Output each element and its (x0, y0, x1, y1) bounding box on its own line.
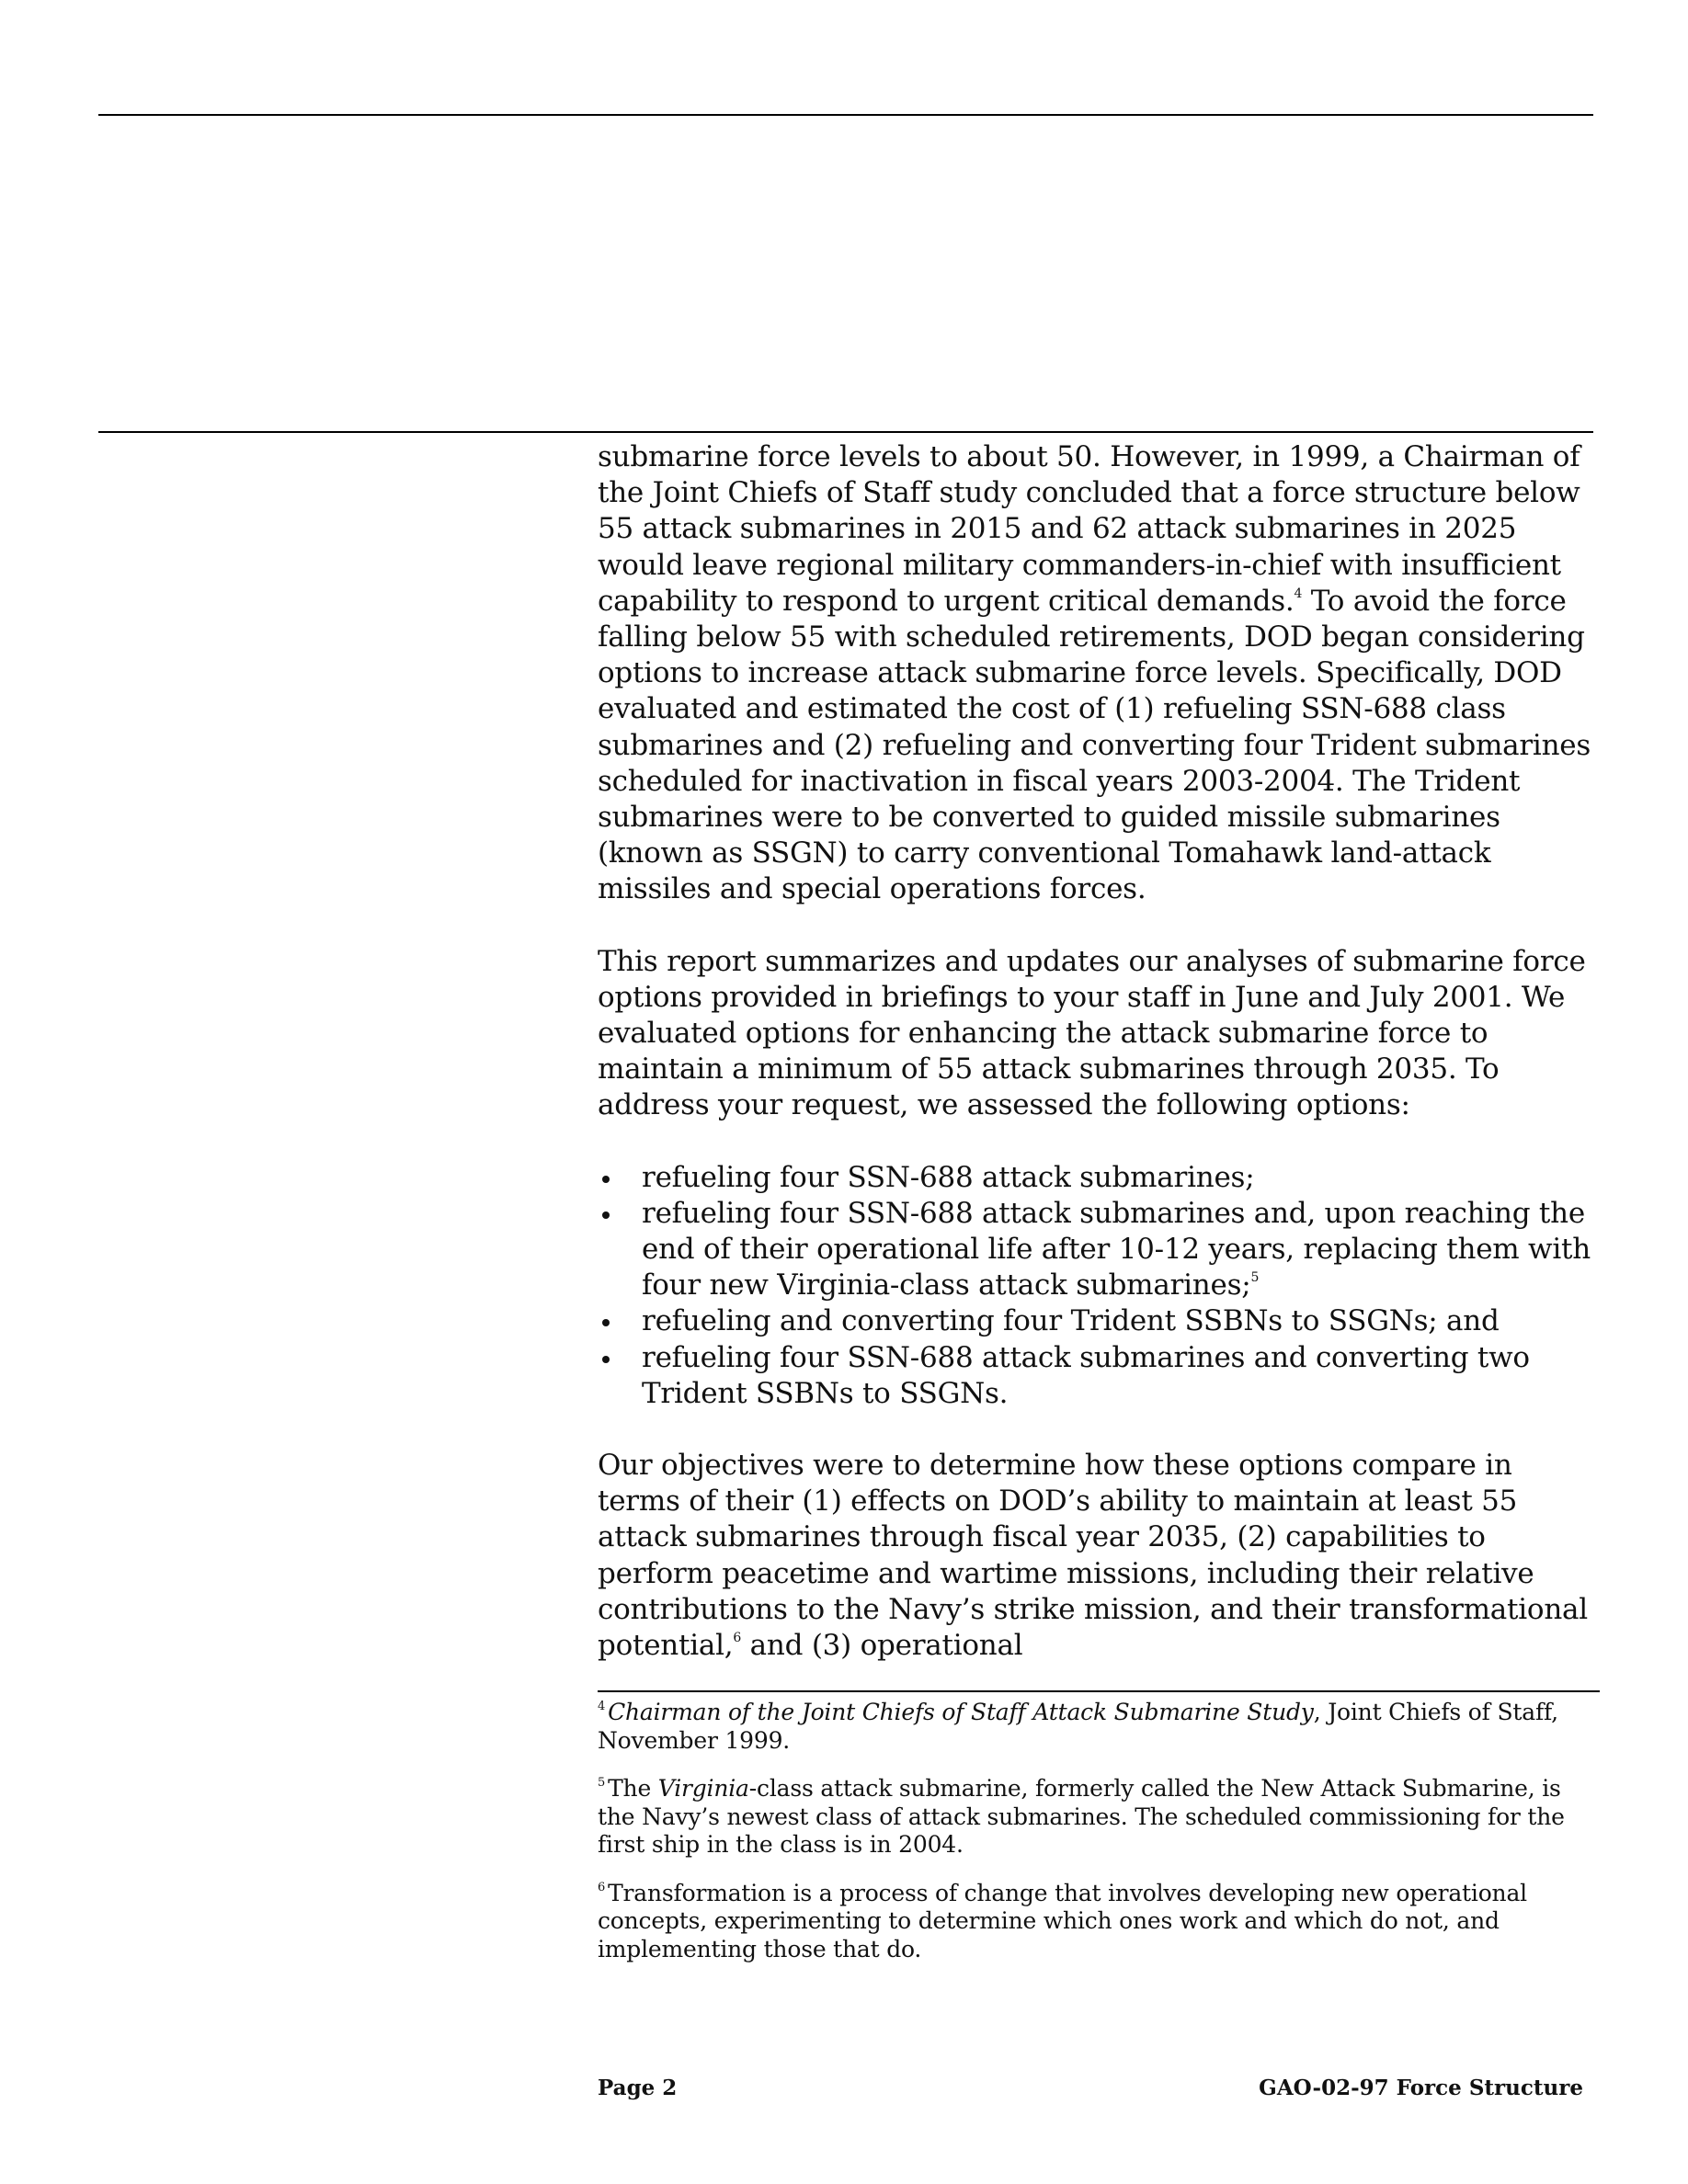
list-item: refueling four SSN-688 attack submarines and, upon reaching the end of their operational life after 10-12 years, replacing them with four new Virginia-class attack submarines;$^5$ (598, 1196, 1600, 1304)
footnotes (598, 1699, 1600, 1984)
list-item: refueling four SSN-688 attack submarines and converting two Trident SSBNs to SSGNs. (598, 1340, 1600, 1412)
footnote-ref-6[interactable]: 6 (733, 1631, 742, 1646)
footnote-6: $^6$ Transformation is a process of change that involves developing new operational concepts, experimenting to determine which ones work and which do not, and implementing those that do. (598, 1879, 1527, 1962)
page-number: Page 2 (598, 2076, 678, 2100)
header-rule-bottom (98, 431, 1593, 433)
footnote-4: $^4$ Chairman of the Joint Chiefs of Staff Attack Submarine Study, Joint Chiefs of Staff, November 1999. (598, 1699, 1558, 1754)
report-id: GAO-02-97 Force Structure (1259, 2076, 1583, 2100)
body-text (598, 439, 1600, 1664)
list-item: refueling four SSN-688 attack submarines; (598, 1160, 1600, 1196)
options-list (598, 1160, 1600, 1412)
paragraph-3: Our objectives were to determine how these options compare in terms of their (1) effects on DOD’s ability to maintain at least 55 attack submarines through fiscal year 2035, (2) capabilities to perform peacetime and wartime missions, including their relative contributions to the Navy’s strike mission, and their transformational potential,$^6$ and (3) operational (598, 1449, 1588, 1663)
footnote-ref-4[interactable]: 4 (1294, 586, 1303, 601)
paragraph-2: This report summarizes and updates our analyses of submarine force options provided in briefings to your staff in June and July 2001. We evaluated options for enhancing the attack submarine force to maintain a minimum of 55 attack submarines through 2035. To address your request, we assessed the following options: (598, 944, 1586, 1122)
header-rule-top (98, 114, 1593, 116)
footnote-ref-5[interactable]: 5 (1250, 1270, 1260, 1286)
footnote-5: $^5$ The Virginia-class attack submarine, formerly called the New Attack Submarine, is the Navy’s newest class of attack submarines. The scheduled commissioning for the first ship in the class is in 2004. (598, 1775, 1565, 1858)
footnote-rule (598, 1690, 1600, 1692)
list-item: refueling and converting four Trident SSBNs to SSGNs; and (598, 1303, 1600, 1339)
paragraph-1: submarine force levels to about 50. However, in 1999, a Chairman of the Joint Chiefs of Staff study concluded that a force structure below 55 attack submarines in 2015 and 62 attack submarines in 2025 would leave regional military commanders-in-chief with insufficient capability to respond to urgent critical demands.$^4$ To avoid the force falling below 55 with scheduled retirements, DOD began considering options to increase attack submarine force levels. Specifically, DOD evaluated and estimated the cost of (1) refueling SSN-688 class submarines and (2) refueling and converting four Trident submarines scheduled for inactivation in fiscal years 2003-2004. The Trident submarines were to be converted to guided missile submarines (known as SSGN) to carry conventional Tomahawk land-attack missiles and special operations forces. (598, 440, 1591, 906)
